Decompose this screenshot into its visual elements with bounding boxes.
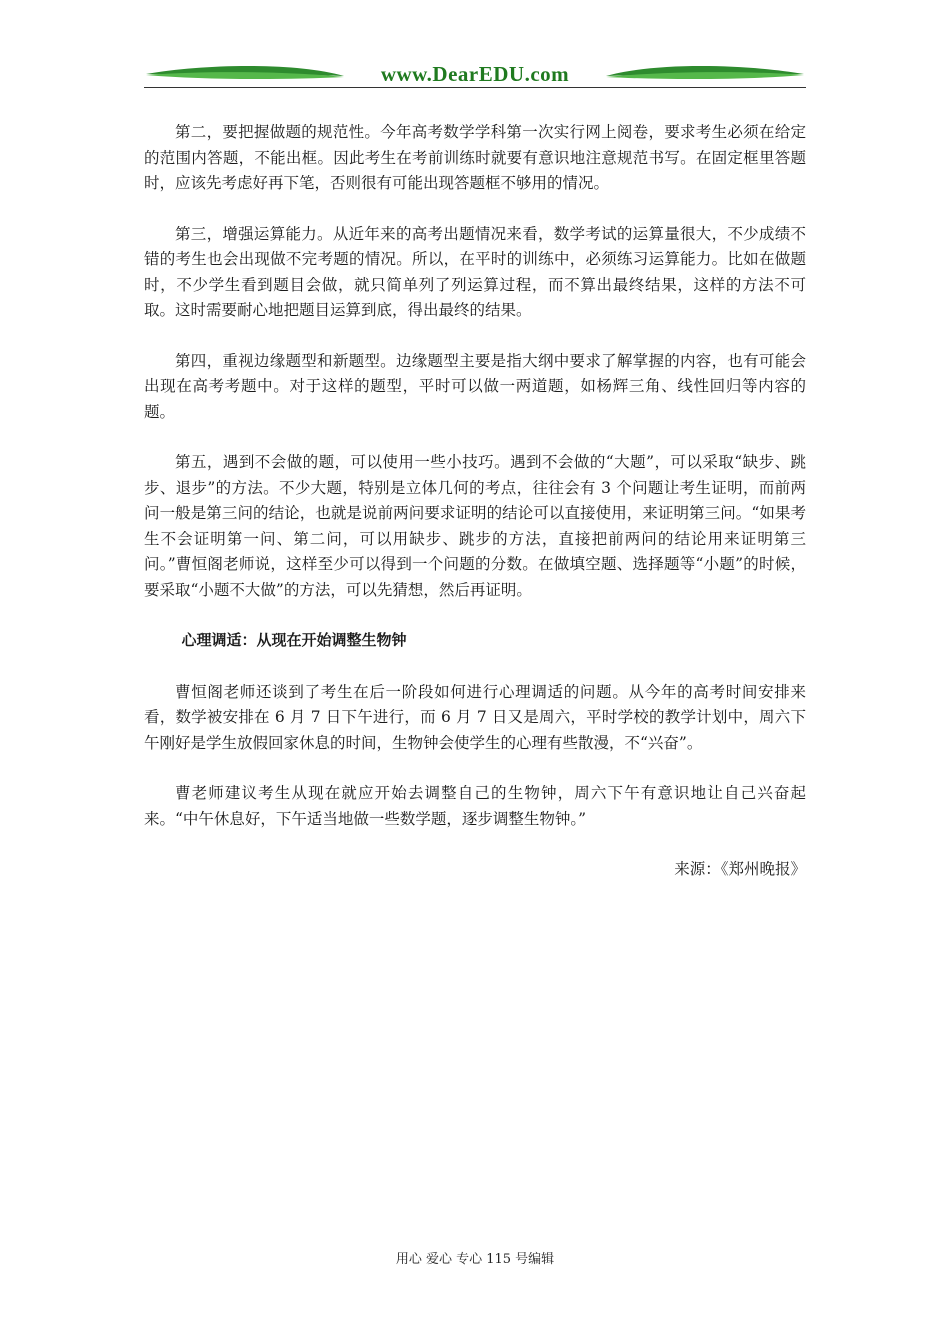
site-name[interactable]: www.DearEDU.com <box>380 62 570 86</box>
paragraph-psychology: 曹恒阁老师还谈到了考生在后一阶段如何进行心理调适的问题。从今年的高考时间安排来看，数学被安排在 6 月 7 日下午进行，而 6 月 7 日又是周六，平时学校的教学计划中，周六下午刚好是学生放假回家休息的时间，生物钟会使学生的心理有些散漫，不“兴奋”。 <box>144 682 806 752</box>
article-source: 来源：《郑州晚报》 <box>674 860 806 878</box>
header-rule <box>144 87 806 88</box>
paragraph-fifth-point: 第五，遇到不会做的题，可以使用一些小技巧。遇到不会做的“大题”，可以采取“缺步、跳步、退步”的方法。不少大题，特别是立体几何的考点，往往会有 3 个问题让考生证明，而前两问一般是第三问的结论，也就是说前两问要求证明的结论可以直接使用，来证明第三问。“如果考生不会证明第一问、第二问，可以用缺步、跳步的方法，直接把前两问的结论用来证明第三问。”曹恒阁老师说，这样至少可以得到一个问题的分数。在做填空题、选择题等“小题”的时候，要采取“小题不大做”的方法，可以先猜想，然后再证明。 <box>144 453 806 599</box>
page-footer: 用心 爱心 专心 115 号编辑 <box>395 1252 555 1267</box>
section-heading: 心理调适：从现在开始调整生物钟 <box>181 631 407 649</box>
paragraph-fourth-point: 第四，重视边缘题型和新题型。边缘题型主要是指大纲中要求了解掌握的内容，也有可能会出现在高考考题中。对于这样的题型，平时可以做一两道题，如杨辉三角、线性回归等内容的题。 <box>144 351 806 421</box>
paragraph-advice: 曹老师建议考生从现在就应开始去调整自己的生物钟，周六下午有意识地让自己兴奋起来。“中午休息好，下午适当地做一些数学题，逐步调整生物钟。” <box>144 784 806 828</box>
article-body <box>144 120 806 883</box>
paragraph-third-point: 第三，增强运算能力。从近年来的高考出题情况来看，数学考试的运算量很大，不少成绩不错的考生也会出现做不完考题的情况。所以，在平时的训练中，必须练习运算能力。比如在做题时，不少学生看到题目会做，就只简单列了列运算过程，而不算出最终结果，这样的方法不可取。这时需要耐心地把题目运算到底，得出最终的结果。 <box>144 224 806 319</box>
paragraph-second-point: 第二，要把握做题的规范性。今年高考数学学科第一次实行网上阅卷，要求考生必须在给定的范围内答题，不能出框。因此考生在考前训练时就要有意识地注意规范书写。在固定框里答题时，应该先考虑好再下笔，否则很有可能出现答题框不够用的情况。 <box>144 123 806 192</box>
page-header <box>144 60 806 92</box>
